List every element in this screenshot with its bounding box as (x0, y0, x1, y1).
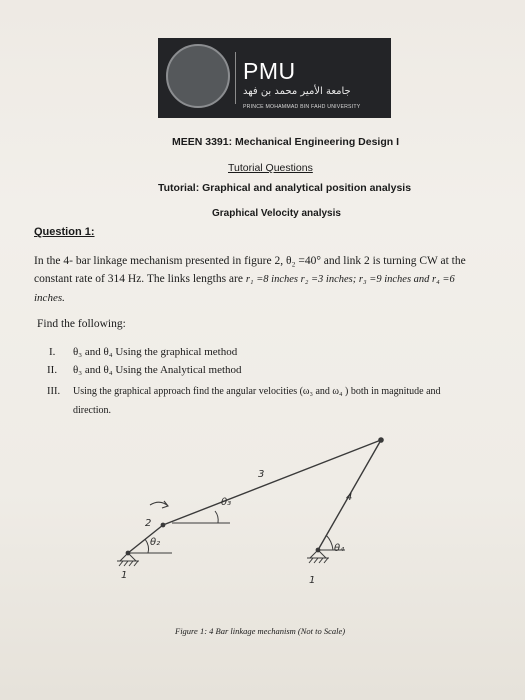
topic-title: Graphical Velocity analysis (212, 208, 341, 219)
ground-1-leg-a (120, 553, 128, 561)
ground-1-hatch (134, 561, 138, 566)
logo-english-text: PRINCE MOHAMMAD BIN FAHD UNIVERSITY (243, 104, 361, 110)
label-theta-4: θ₄ (334, 543, 345, 554)
question-line-2a: constant rate of 314 Hz. The links lengths are (34, 273, 243, 285)
question-line-1: In the 4- bar linkage mechanism presented in figure 2, θ₂ =40° and link 2 is turning CW at the (34, 255, 466, 267)
item-3-continued: direction. (73, 405, 112, 416)
tutorial-line: Tutorial: Graphical and analytical position analysis (158, 182, 412, 194)
ground-1-hatch (119, 561, 123, 566)
ground-1-leg-b (128, 553, 136, 561)
logo-pmu-text: PMU (243, 58, 296, 84)
item-1-text: θ₃ and θ₄ Using the graphical method (73, 346, 238, 358)
find-following: Find the following: (37, 318, 126, 330)
logo-arabic-text: جامعة الأمير محمد بن فهد (243, 86, 351, 97)
ground-2-hatch (314, 558, 318, 563)
label-ground-2: 1 (309, 575, 316, 586)
item-2-text: θ₃ and θ₄ Using the Analytical method (73, 364, 242, 376)
ground-1-hatch (124, 561, 128, 566)
ground-2-hatch (324, 558, 328, 563)
question-heading: Question 1: (34, 226, 95, 238)
item-1-num: I. (49, 346, 56, 358)
label-link-3: 3 (258, 469, 265, 480)
figure-caption: Figure 1: 4 Bar linkage mechanism (Not to Scale) (175, 626, 346, 636)
item-3-num: III. (47, 386, 61, 397)
joint-2-3 (161, 523, 166, 528)
label-link-2: 2 (145, 518, 152, 529)
label-theta-3: θ₃ (221, 497, 232, 508)
course-code: MEEN 3391: (172, 136, 233, 148)
theta4-arc (326, 535, 333, 550)
theta3-arc (215, 511, 218, 523)
item-2-num: II. (47, 364, 58, 376)
course-title: Mechanical Engineering Design I (235, 136, 399, 148)
label-link-4: 4 (346, 492, 353, 503)
label-ground-1: 1 (121, 570, 128, 581)
theta2-arc (145, 539, 149, 553)
tutorial-subtitle: Tutorial Questions (228, 162, 313, 174)
label-theta-2: θ₂ (150, 537, 161, 548)
ground-1-hatch (129, 561, 133, 566)
item-3-text: Using the graphical approach find the angular velocities (ω₃ and ω₄ ) both in magnitude and (73, 386, 441, 397)
ground-2-hatch (319, 558, 323, 563)
question-line-3: inches. (34, 292, 65, 304)
ground-2-hatch (309, 558, 313, 563)
joint-3-4 (378, 437, 384, 443)
question-line-2b: r₁ =8 inches r₂ =3 inches; r₃ =9 inches and r₄ =6 (245, 274, 455, 285)
ground-2-leg-a (310, 550, 318, 558)
link-3 (163, 440, 381, 525)
ground-2-leg-b (318, 550, 326, 558)
